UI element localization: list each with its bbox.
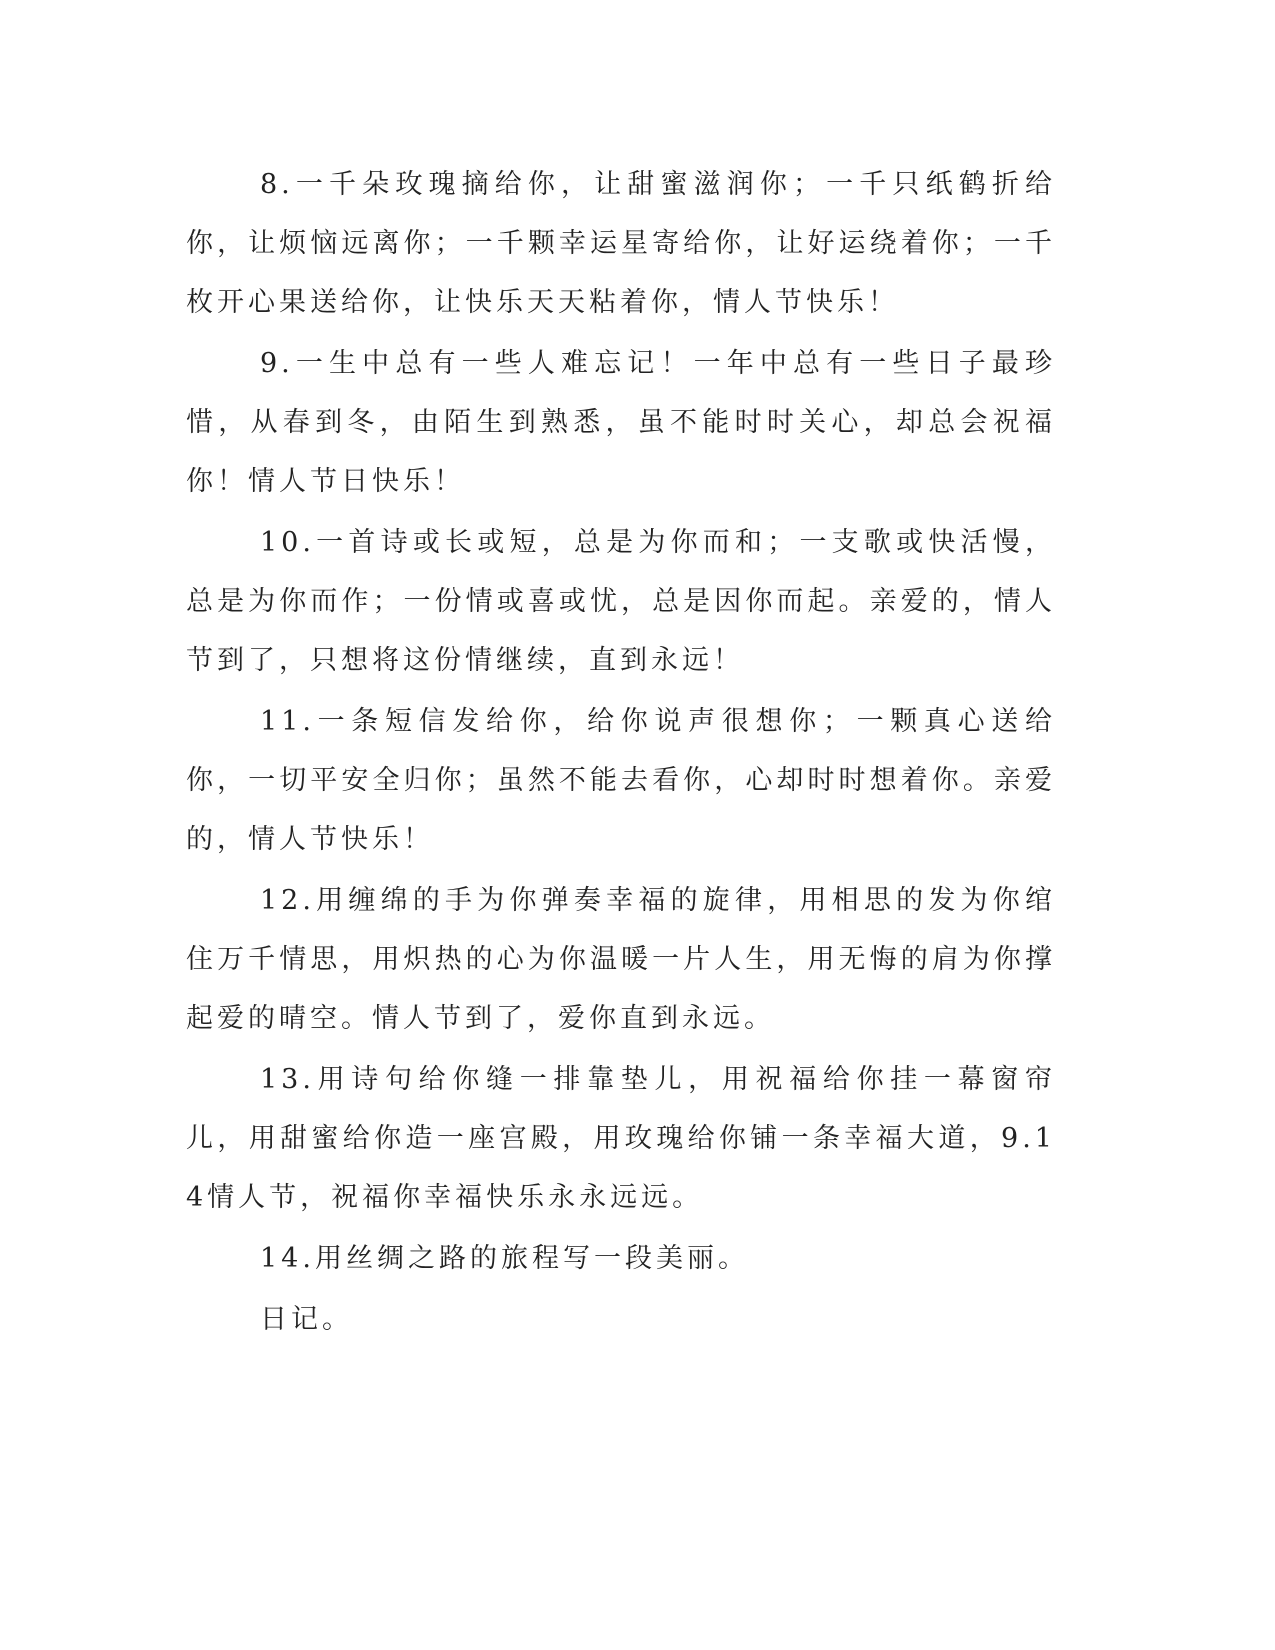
paragraph-10: 10.一首诗或长或短，总是为你而和；一支歌或快活慢，总是为你而作；一份情或喜或忧，总是因你而起。亲爱的，情人节到了，只想将这份情继续，直到永远！ <box>186 527 1056 676</box>
document-body <box>186 155 1056 1351</box>
paragraph-8: 8.一千朵玫瑰摘给你，让甜蜜滋润你；一千只纸鹤折给你，让烦恼远离你；一千颗幸运星寄给你，让好运绕着你；一千枚开心果送给你，让快乐天天粘着你，情人节快乐！ <box>186 169 1056 318</box>
paragraph-14: 14.用丝绸之路的旅程写一段美丽。 <box>260 1243 749 1274</box>
paragraph-diary: 日记。 <box>260 1304 353 1335</box>
paragraph-12: 12.用缠绵的手为你弹奏幸福的旋律，用相思的发为你绾住万千情思，用炽热的心为你温暖一片人生，用无悔的肩为你撑起爱的晴空。情人节到了，爱你直到永远。 <box>186 885 1056 1034</box>
paragraph-13: 13.用诗句给你缝一排靠垫儿，用祝福给你挂一幕窗帘儿，用甜蜜给你造一座宫殿，用玫瑰给你铺一条幸福大道，9.14情人节，祝福你幸福快乐永永远远。 <box>186 1064 1056 1213</box>
paragraph-9: 9.一生中总有一些人难忘记！一年中总有一些日子最珍惜，从春到冬，由陌生到熟悉，虽不能时时关心，却总会祝福你！情人节日快乐！ <box>186 348 1056 497</box>
paragraph-11: 11.一条短信发给你，给你说声很想你；一颗真心送给你，一切平安全归你；虽然不能去看你，心却时时想着你。亲爱的，情人节快乐！ <box>186 706 1056 855</box>
